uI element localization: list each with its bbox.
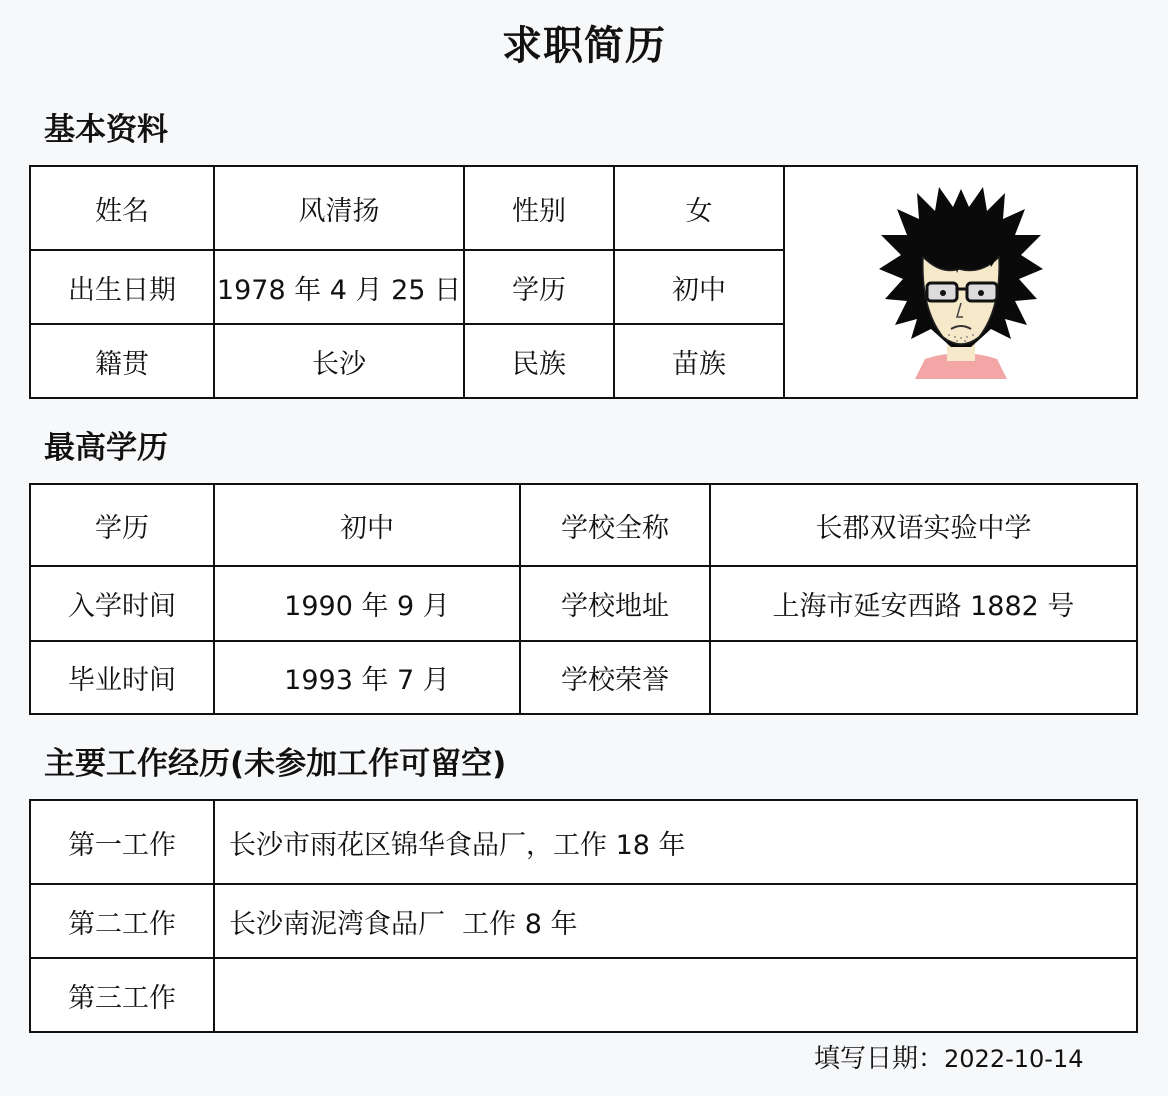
table-row [30, 958, 1137, 1032]
work-label: 第三工作 [30, 958, 214, 1032]
basic-info-table [29, 165, 1138, 399]
honor-value [710, 641, 1137, 714]
edu-degree-label: 学历 [30, 484, 214, 566]
hometown-label: 籍贯 [30, 324, 214, 398]
work-value: 长沙市雨花区锦华食品厂，工作 18 年 [214, 800, 1137, 884]
address-value: 上海市延安西路 1882 号 [710, 566, 1137, 641]
enroll-label: 入学时间 [30, 566, 214, 641]
gender-value: 女 [614, 166, 784, 250]
work-label: 第二工作 [30, 884, 214, 958]
hometown-value: 长沙 [214, 324, 464, 398]
section-heading-basic: 基本资料 [44, 112, 168, 148]
table-row [30, 884, 1137, 958]
gender-label: 性别 [464, 166, 614, 250]
section-heading-work: 主要工作经历(未参加工作可留空) [44, 746, 507, 782]
table-row [30, 166, 1137, 250]
work-label: 第一工作 [30, 800, 214, 884]
enroll-value: 1990 年 9 月 [214, 566, 520, 641]
fill-date-value: 2022-10-14 [944, 1045, 1084, 1073]
degree-label: 学历 [464, 250, 614, 324]
photo-cell [784, 166, 1137, 398]
address-label: 学校地址 [520, 566, 710, 641]
graduate-value: 1993 年 7 月 [214, 641, 520, 714]
name-label: 姓名 [30, 166, 214, 250]
table-row [30, 641, 1137, 714]
degree-value: 初中 [614, 250, 784, 324]
work-value [214, 958, 1137, 1032]
name-value: 风清扬 [214, 166, 464, 250]
table-row [30, 484, 1137, 566]
education-table [29, 483, 1138, 715]
section-heading-education: 最高学历 [44, 430, 168, 466]
honor-label: 学校荣誉 [520, 641, 710, 714]
birth-value: 1978 年 4 月 25 日 [214, 250, 464, 324]
school-label: 学校全称 [520, 484, 710, 566]
ethnic-value: 苗族 [614, 324, 784, 398]
graduate-label: 毕业时间 [30, 641, 214, 714]
table-row [30, 800, 1137, 884]
ethnic-label: 民族 [464, 324, 614, 398]
work-table [29, 799, 1138, 1033]
work-value: 长沙南泥湾食品厂 工作 8 年 [214, 884, 1137, 958]
cartoon-avatar-icon [871, 179, 1051, 379]
table-row [30, 566, 1137, 641]
birth-label: 出生日期 [30, 250, 214, 324]
page-title: 求职简历 [502, 23, 666, 69]
fill-date-label: 填写日期： [814, 1044, 945, 1074]
fill-date [814, 1038, 1084, 1075]
school-value: 长郡双语实验中学 [710, 484, 1137, 566]
edu-degree-value: 初中 [214, 484, 520, 566]
